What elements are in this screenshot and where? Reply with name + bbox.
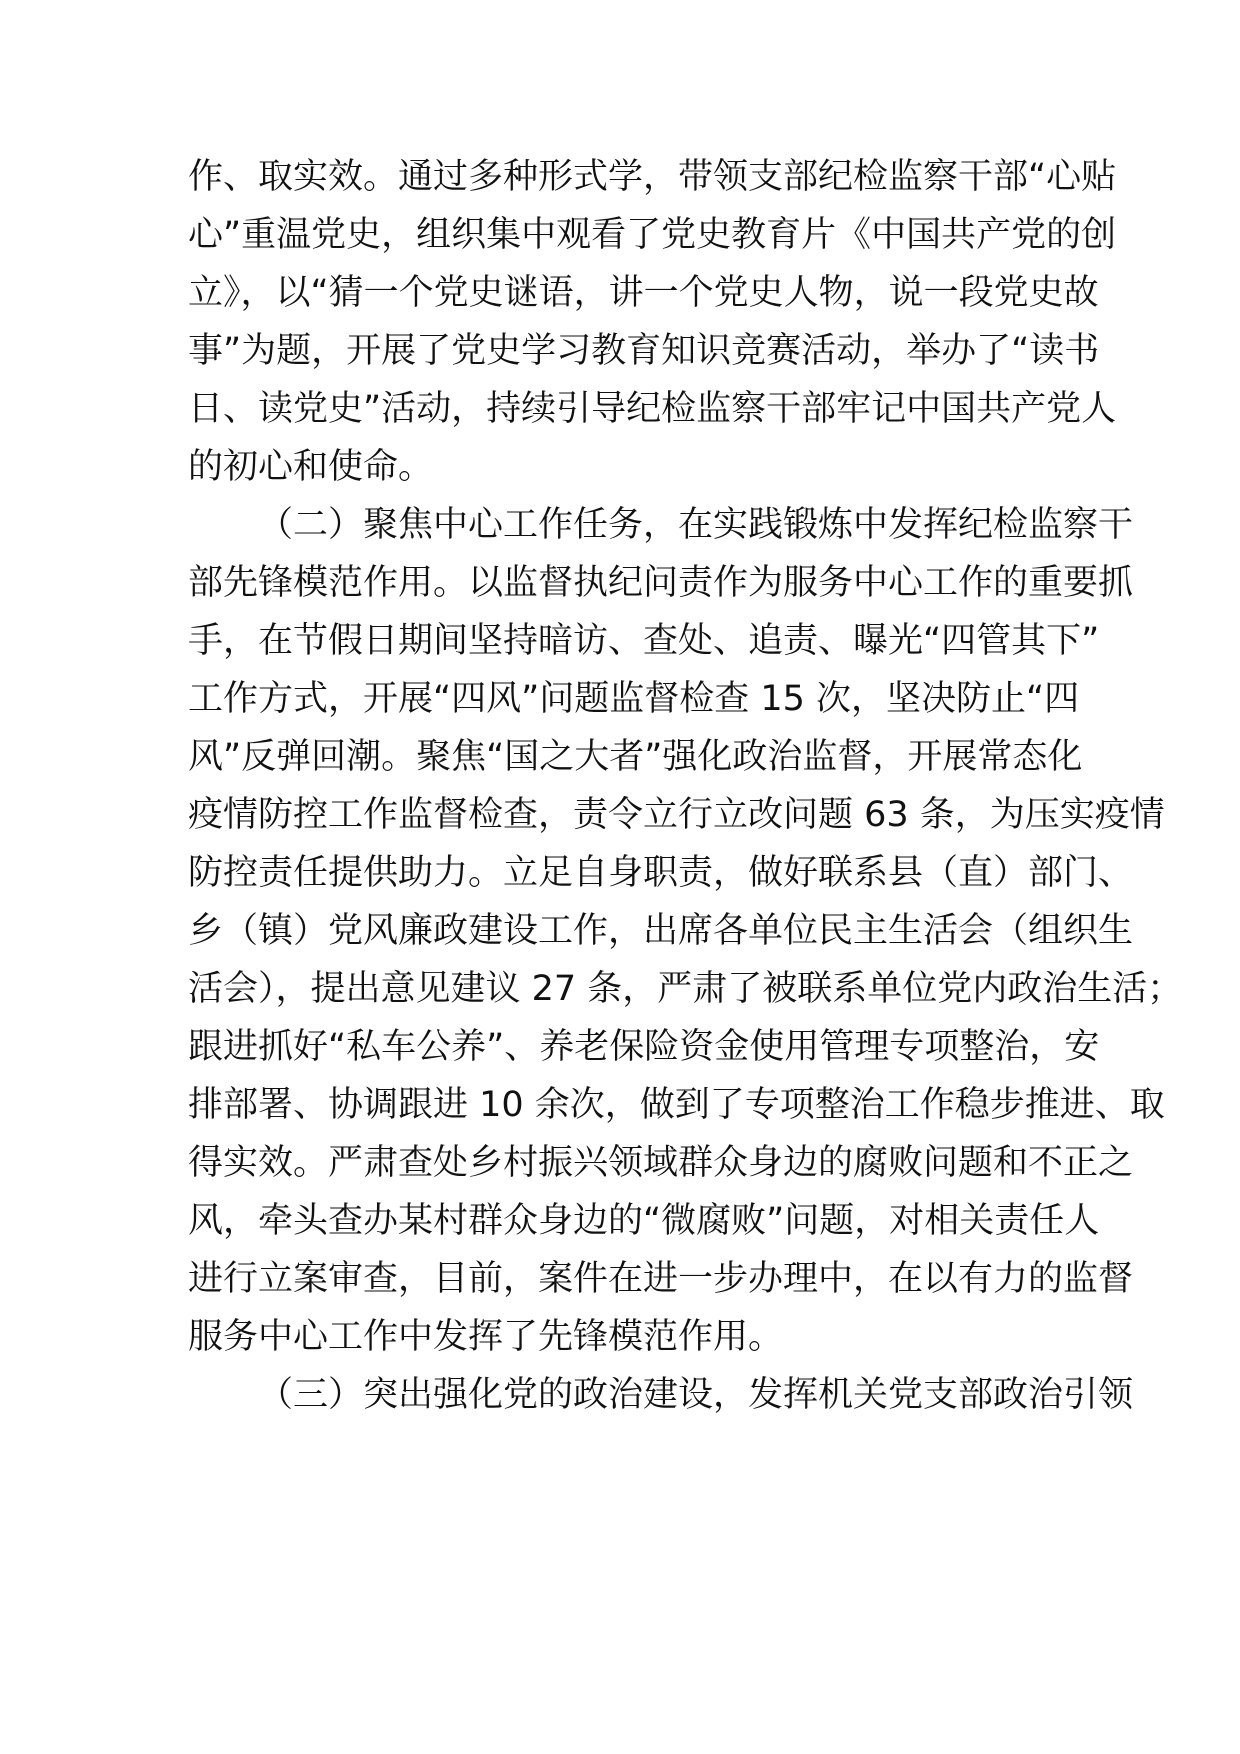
section-heading-line: （二）聚焦中心工作任务，在实践锻炼中发挥纪检监察干: [258, 505, 1134, 545]
text-line: 的初心和使命。: [188, 447, 434, 487]
text-line: 乡（镇）党风廉政建设工作，出席各单位民主生活会（组织生: [188, 911, 1134, 951]
text-line: 手，在节假日期间坚持暗访、查处、追责、曝光“四管其下”: [188, 621, 1100, 661]
text-line: 日、读党史”活动，持续引导纪检监察干部牢记中国共产党人: [188, 389, 1117, 429]
text-line: 风，牵头查办某村群众身边的“微腐败”问题，对相关责任人: [188, 1201, 1100, 1241]
text-line: 风”反弹回潮。聚焦“国之大者”强化政治监督，开展常态化: [188, 737, 1083, 777]
text-line: 防控责任提供助力。立足自身职责，做好联系县（直）部门、: [188, 853, 1134, 893]
text-line: 心”重温党史，组织集中观看了党史教育片《中国共产党的创: [188, 215, 1117, 255]
text-line: 部先锋模范作用。以监督执纪问责作为服务中心工作的重要抓: [188, 563, 1134, 603]
text-line: 服务中心工作中发挥了先锋模范作用。: [188, 1317, 784, 1357]
text-line: 得实效。严肃查处乡村振兴领域群众身边的腐败问题和不正之: [188, 1143, 1134, 1183]
text-line: 事”为题，开展了党史学习教育知识竞赛活动，举办了“读书: [188, 331, 1100, 371]
text-line: 进行立案审查，目前，案件在进一步办理中，在以有力的监督: [188, 1259, 1134, 1299]
text-line: 活会），提出意见建议 27 条，严肃了被联系单位党内政治生活；: [188, 969, 1183, 1009]
text-line: 工作方式，开展“四风”问题监督检查 15 次，坚决防止“四: [188, 679, 1080, 719]
section-heading-line: （三）突出强化党的政治建设，发挥机关党支部政治引领: [258, 1375, 1134, 1415]
text-line: 跟进抓好“私车公养”、养老保险资金使用管理专项整治，安: [188, 1027, 1100, 1067]
text-line: 作、取实效。通过多种形式学，带领支部纪检监察干部“心贴: [188, 157, 1117, 197]
text-line: 排部署、协调跟进 10 余次，做到了专项整治工作稳步推进、取: [188, 1085, 1165, 1125]
text-line: 立》，以“猜一个党史谜语，讲一个党史人物，说一段党史故: [188, 273, 1099, 313]
text-line: 疫情防控工作监督检查，责令立行立改问题 63 条，为压实疫情: [188, 795, 1165, 835]
